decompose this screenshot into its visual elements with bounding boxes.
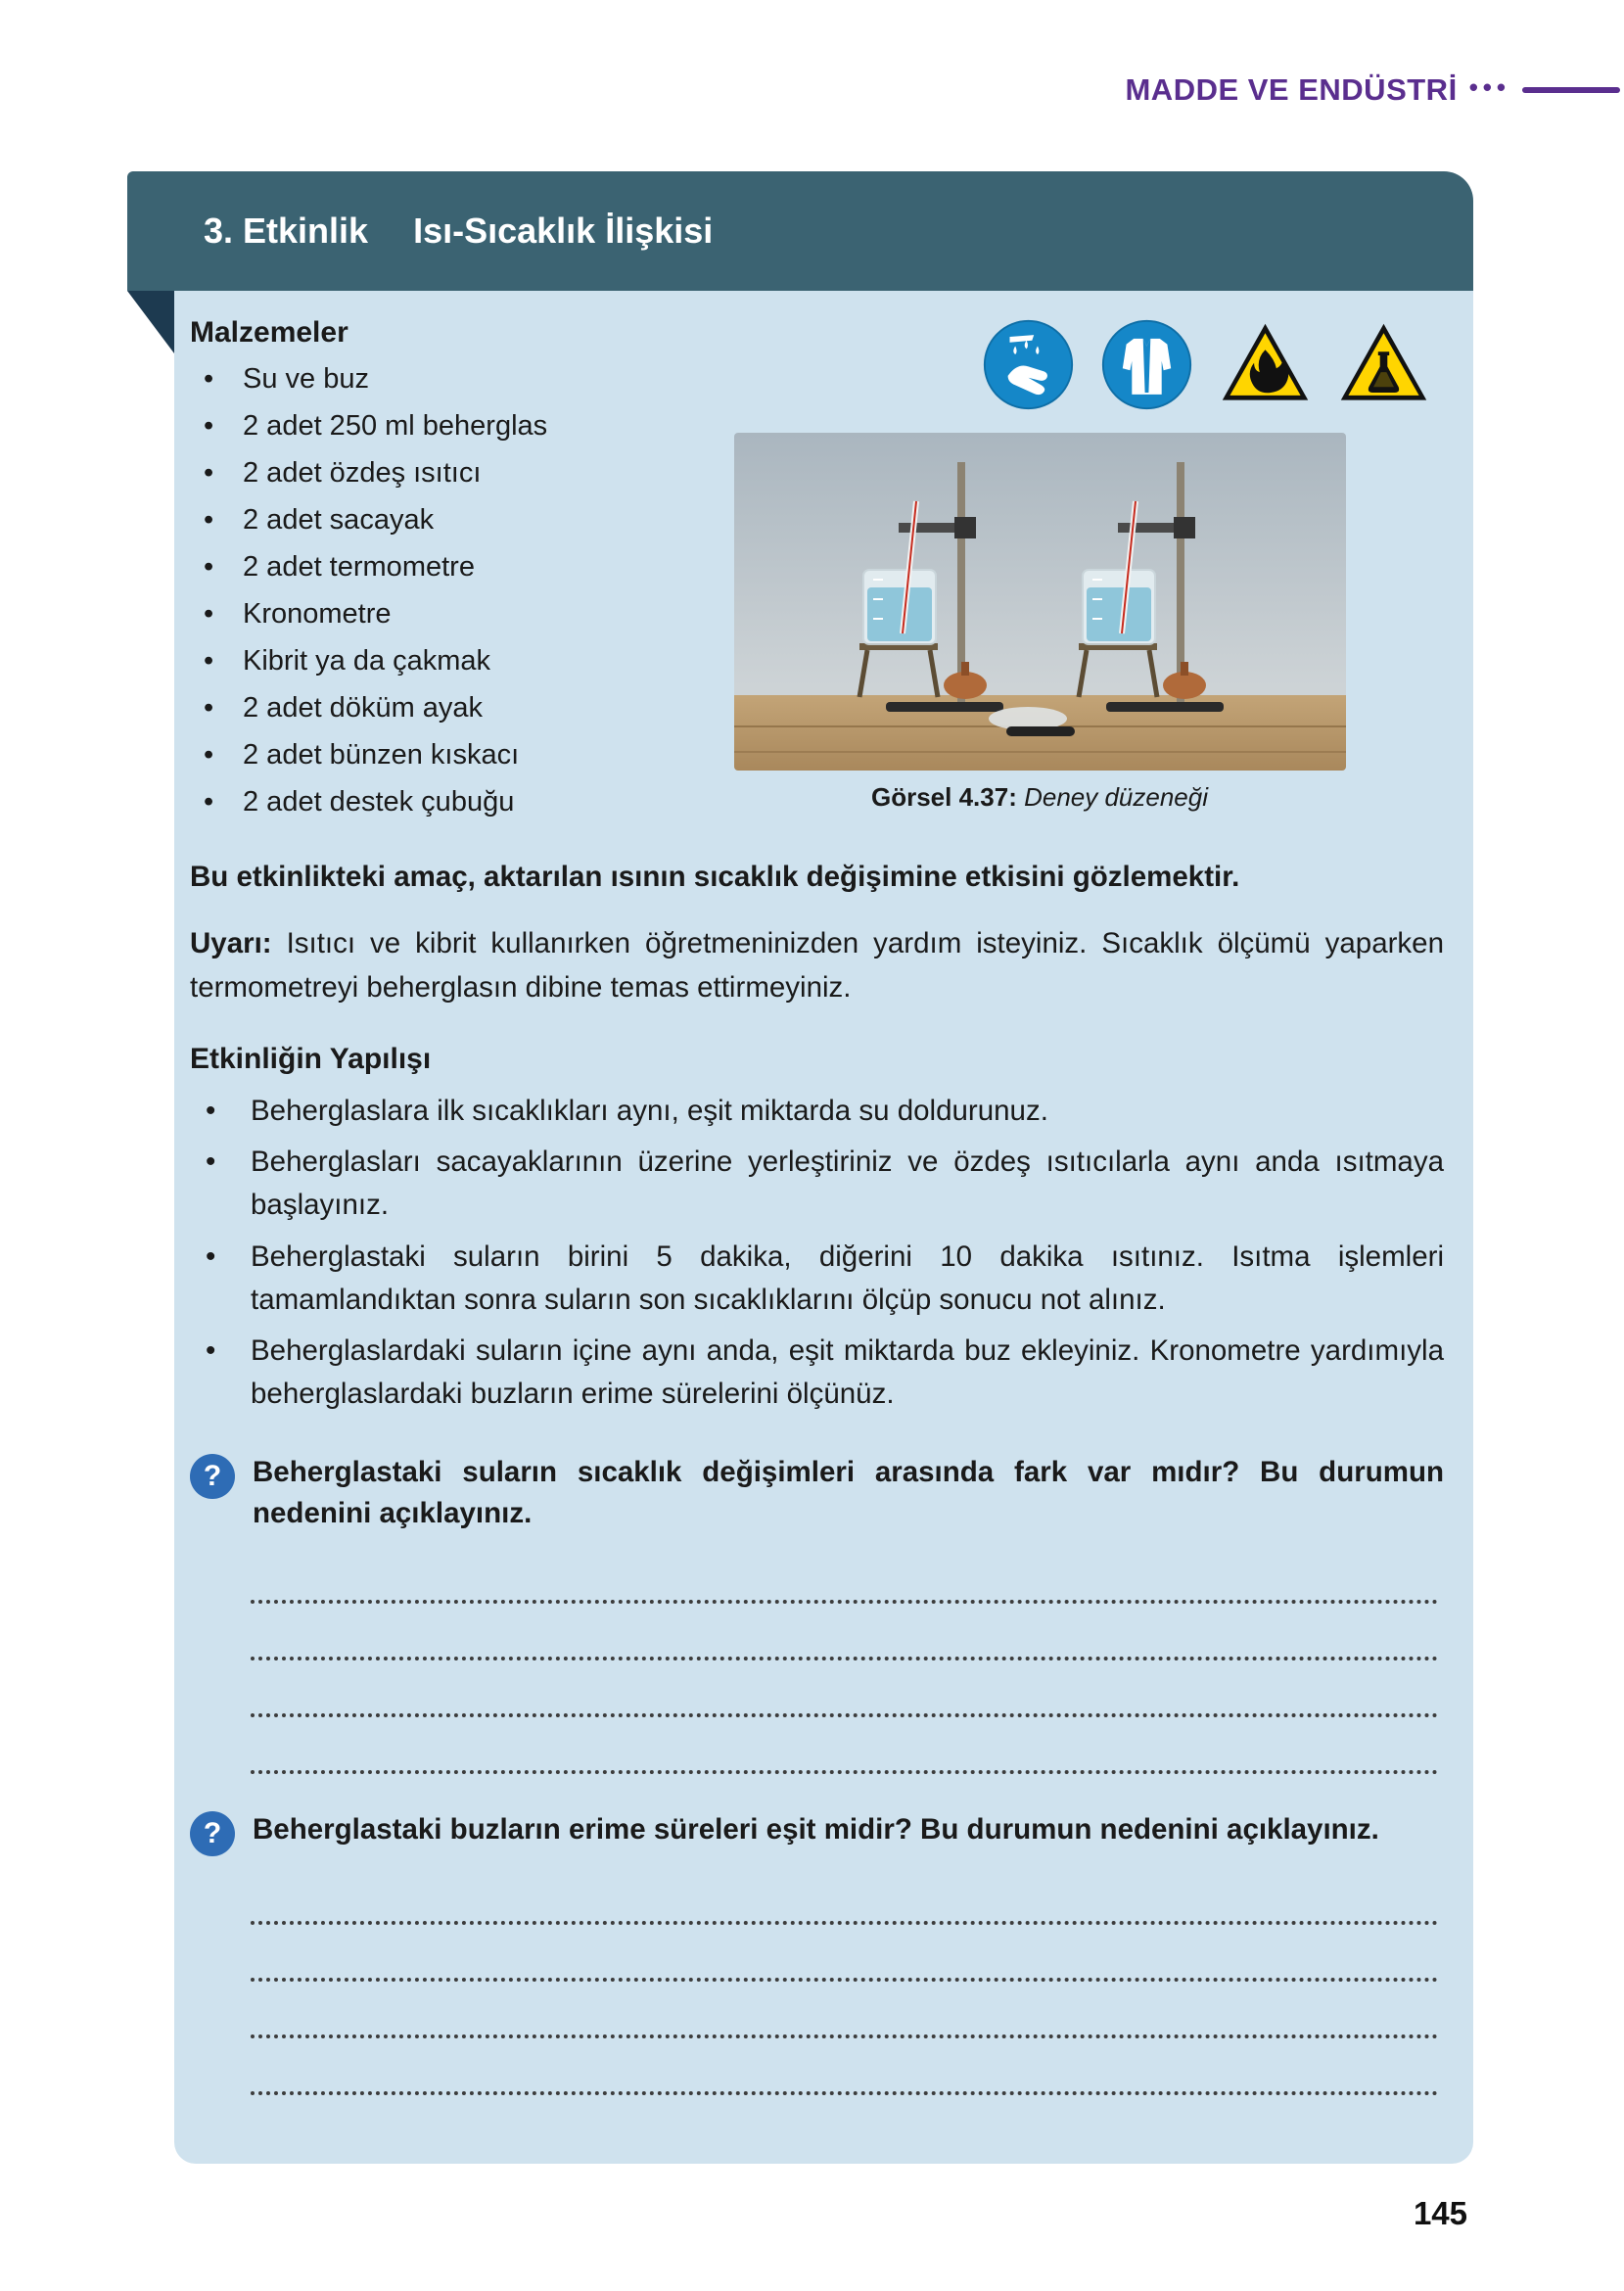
list-item: • 2 adet 250 ml beherglas bbox=[190, 410, 723, 443]
list-item: • 2 adet termometre bbox=[190, 551, 723, 584]
materials-heading: Malzemeler bbox=[190, 316, 348, 349]
list-item: • 2 adet döküm ayak bbox=[190, 692, 723, 725]
list-item: • Su ve buz bbox=[190, 363, 723, 396]
answer-line bbox=[251, 1995, 1438, 2038]
wash-hands-icon bbox=[982, 318, 1075, 411]
experiment-photo bbox=[734, 433, 1346, 771]
header-dots-icon: ••• bbox=[1468, 72, 1510, 102]
list-item: • Beherglaslardaki suların içine aynı anda, eşit miktarda buz ekleyiniz. Kronometre yardımıyla beherglaslardaki buzların erime sürelerini ölçünüz. bbox=[190, 1330, 1444, 1417]
header-rule bbox=[1522, 87, 1620, 93]
question-head bbox=[190, 1452, 1444, 1536]
answer-line bbox=[251, 1939, 1438, 1982]
activity-aim: Bu etkinlikteki amaç, aktarılan ısının sıcaklık değişimine etkisini gözlemektir. bbox=[190, 861, 1240, 893]
activity-titlebar bbox=[127, 171, 1473, 291]
answer-lines bbox=[251, 1561, 1438, 1774]
warning-text: Isıtıcı ve kibrit kullanırken öğretmeninizden yardım isteyiniz. Sıcaklık ölçümü yaparken termometreyi beherglasın dibine temas ettirmeyiniz. bbox=[190, 927, 1444, 1004]
list-item: • Beherglasları sacayaklarının üzerine yerleştiriniz ve özdeş ısıtıcılarla aynı anda ısıtmaya başlayınız. bbox=[190, 1141, 1444, 1228]
list-item: • Kibrit ya da çakmak bbox=[190, 645, 723, 678]
warning-label: Uyarı: bbox=[190, 927, 272, 960]
list-item: • Beherglastaki suların birini 5 dakika, diğerini 10 dakika ısıtınız. Isıtma işlemleri tamamlandıktan sonra suların son sıcaklıklarını ölçüp sonucu not alınız. bbox=[190, 1236, 1444, 1323]
question-text: Beherglastaki suların sıcaklık değişimleri arasında fark var mıdır? Bu durumun nedenini açıklayınız. bbox=[253, 1455, 1444, 1530]
safety-icons-row bbox=[723, 318, 1430, 411]
question-mark-icon: ? bbox=[190, 1811, 235, 1856]
page-number: 145 bbox=[1413, 2195, 1467, 2231]
procedure-list bbox=[190, 1090, 1444, 1417]
answer-line bbox=[251, 1561, 1438, 1604]
activity-panel bbox=[174, 291, 1473, 2164]
answer-line bbox=[251, 1674, 1438, 1717]
figure-caption-label: Görsel 4.37: bbox=[871, 782, 1017, 812]
list-item: • 2 adet bünzen kıskacı bbox=[190, 739, 723, 771]
figure-caption bbox=[871, 782, 1208, 813]
procedure-heading: Etkinliğin Yapılışı bbox=[190, 1042, 432, 1075]
question-text: Beherglastaki buzların erime süreleri eşit midir? Bu durumun nedenini açıklayınız. bbox=[253, 1813, 1379, 1847]
figure-caption-text: Deney düzeneği bbox=[1016, 782, 1208, 812]
activity-title: Isı-Sıcaklık İlişkisi bbox=[413, 210, 714, 251]
materials-list bbox=[190, 363, 723, 818]
question-block-2 bbox=[190, 1809, 1444, 2095]
answer-line bbox=[251, 2052, 1438, 2095]
list-item: • 2 adet sacayak bbox=[190, 504, 723, 537]
materials-row bbox=[190, 316, 1444, 833]
question-head bbox=[190, 1809, 1444, 1856]
chapter-title: MADDE VE ENDÜSTRİ bbox=[1125, 72, 1458, 107]
figure bbox=[723, 433, 1356, 813]
lab-coat-icon bbox=[1100, 318, 1193, 411]
warning-paragraph bbox=[190, 922, 1444, 1009]
answer-line bbox=[251, 1731, 1438, 1774]
list-item: • 2 adet özdeş ısıtıcı bbox=[190, 457, 723, 490]
list-item: • Beherglaslara ilk sıcaklıkları aynı, eşit miktarda su doldurunuz. bbox=[190, 1090, 1444, 1133]
materials-column bbox=[190, 316, 723, 833]
question-block-1 bbox=[190, 1452, 1444, 1775]
answer-line bbox=[251, 1882, 1438, 1925]
question-mark-icon: ? bbox=[190, 1454, 235, 1499]
answer-line bbox=[251, 1617, 1438, 1660]
list-item: • Kronometre bbox=[190, 598, 723, 631]
page-header bbox=[1125, 72, 1620, 108]
list-item: • 2 adet destek çubuğu bbox=[190, 786, 723, 818]
flammable-warning-icon bbox=[1219, 318, 1312, 411]
answer-lines bbox=[251, 1882, 1438, 2095]
titlebar-fold-decoration bbox=[127, 291, 174, 353]
activity-number: 3. Etkinlik bbox=[204, 210, 369, 251]
figure-column bbox=[723, 316, 1444, 833]
glassware-hazard-icon bbox=[1337, 318, 1430, 411]
